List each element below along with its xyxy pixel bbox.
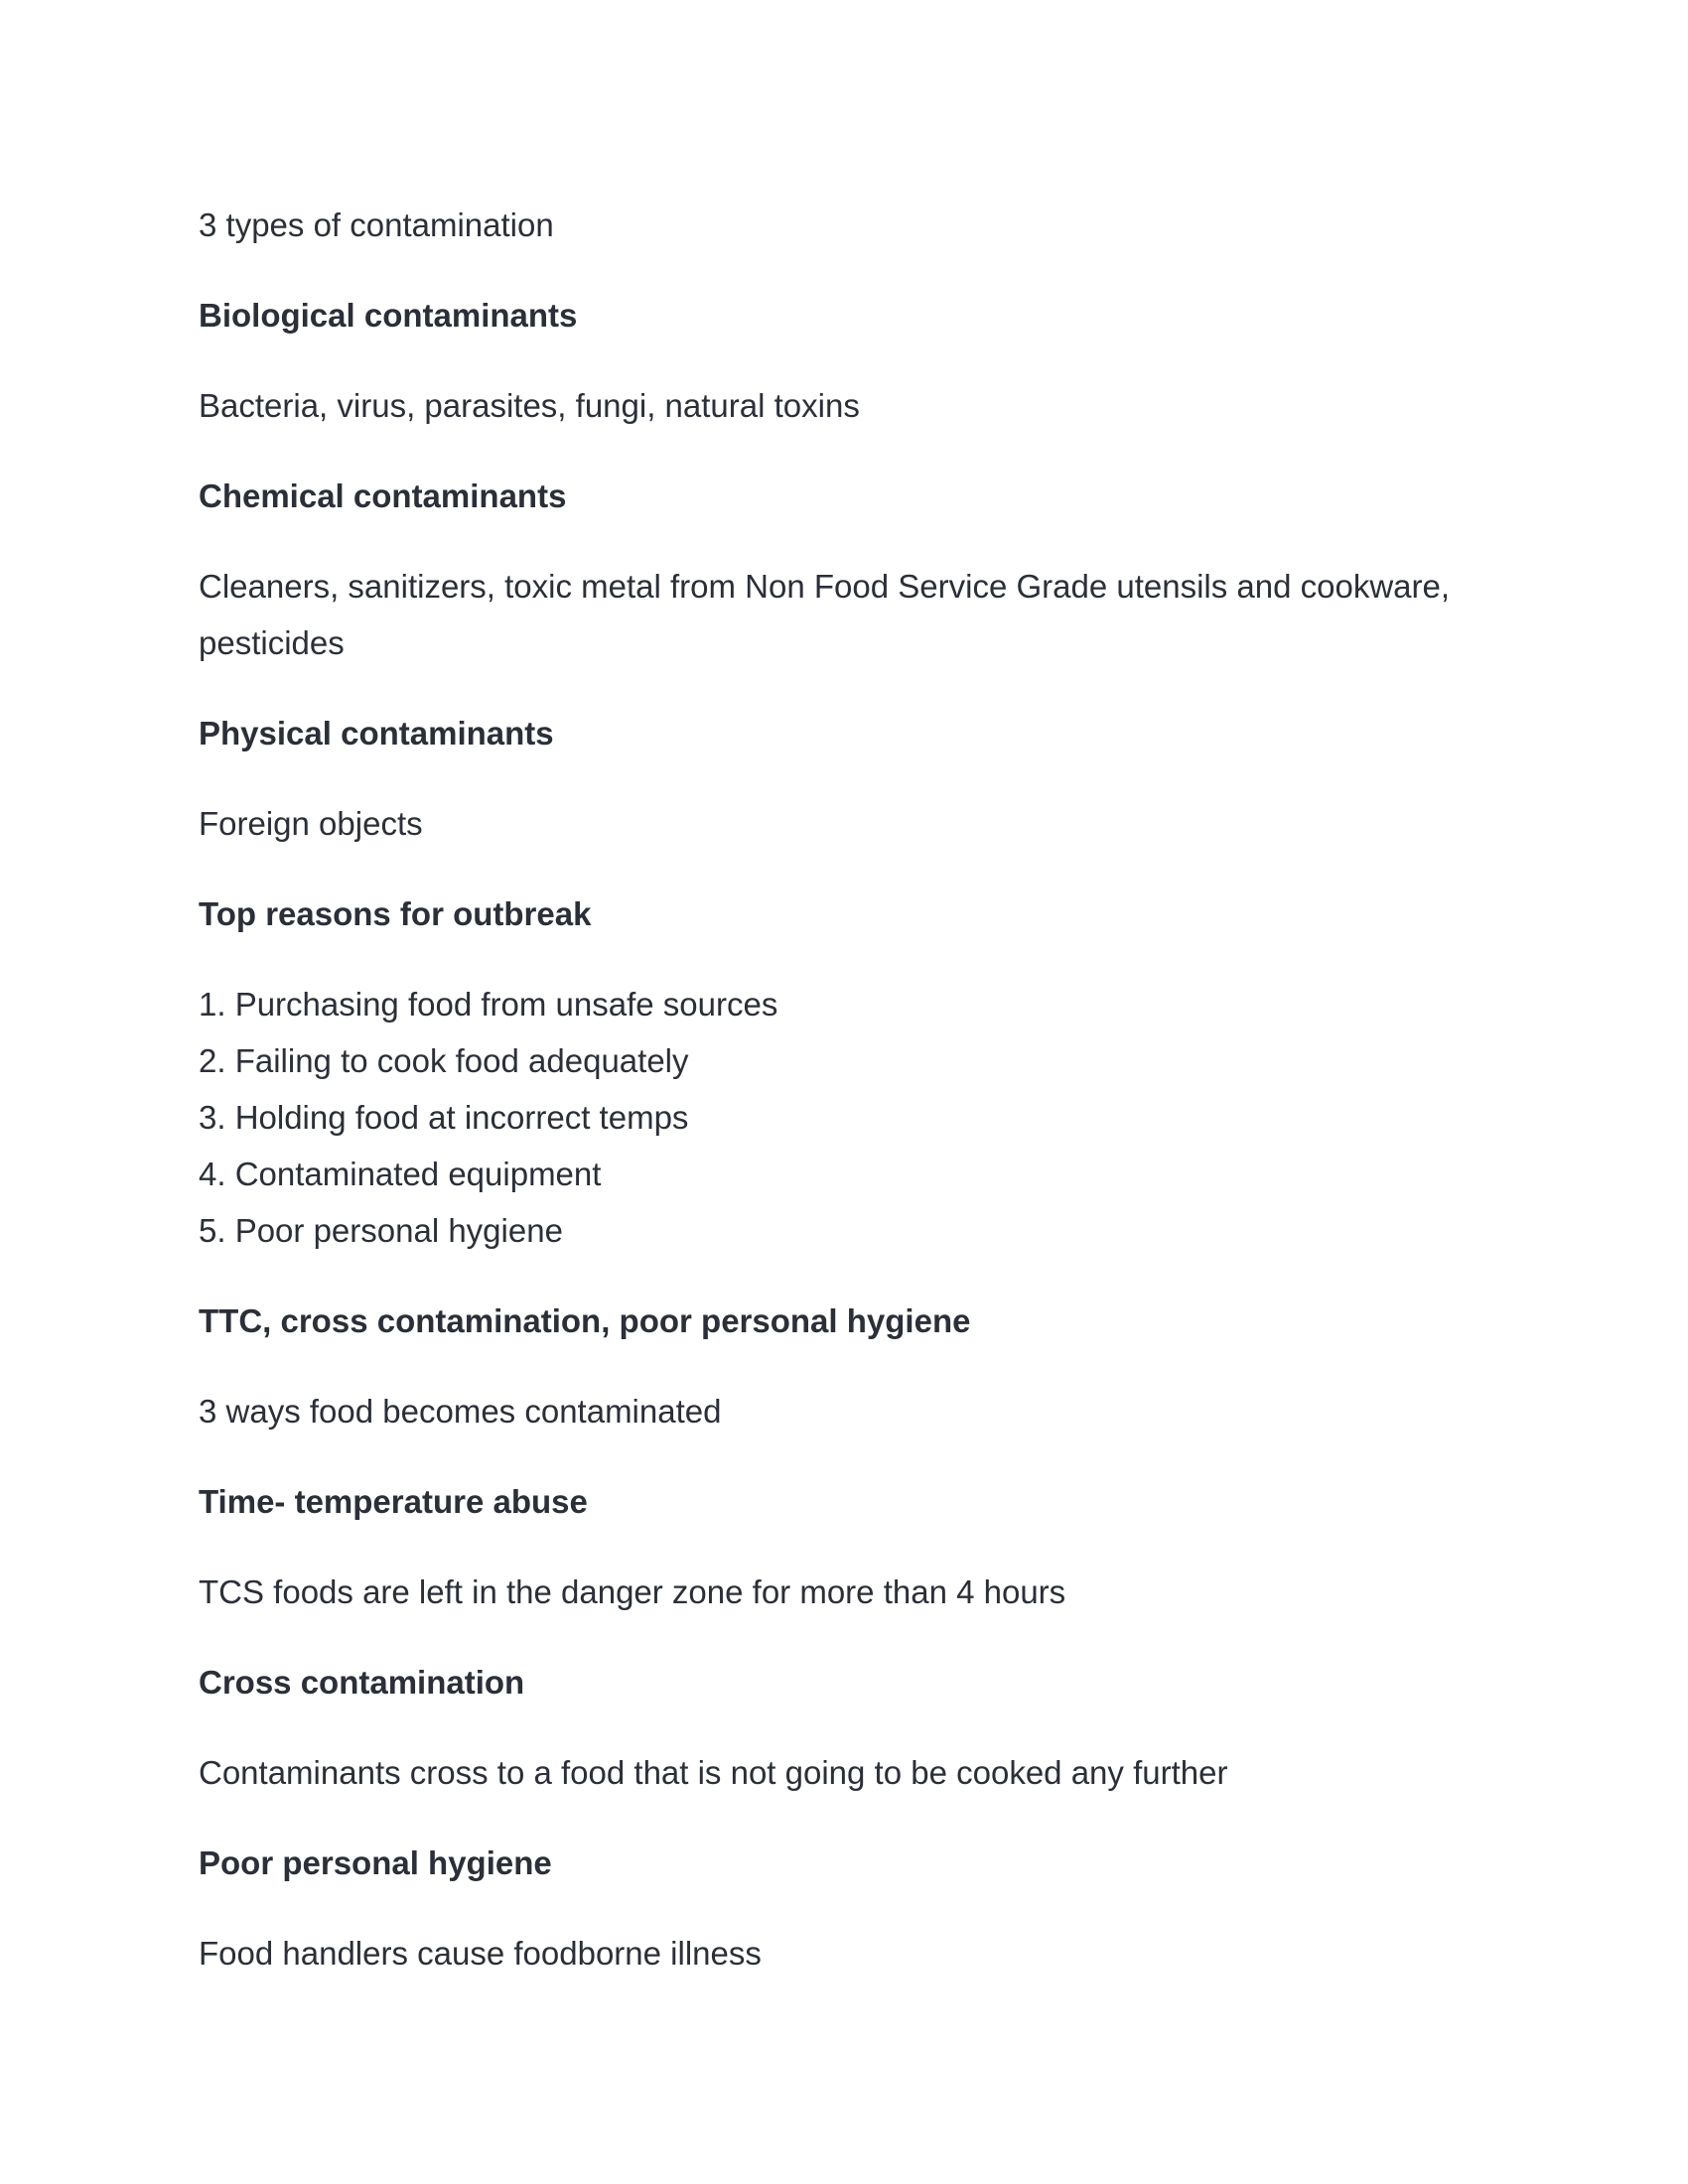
list-item: 5. Poor personal hygiene <box>199 1212 563 1249</box>
chemical-description: Cleaners, sanitizers, toxic metal from Non Food Service Grade utensils and cookware, pesticides <box>199 568 1451 661</box>
heading-poor-hygiene: Poor personal hygiene <box>199 1844 552 1881</box>
heading-cross-contamination: Cross contamination <box>199 1664 525 1701</box>
intro-text: 3 types of contamination <box>199 206 554 243</box>
list-item: 1. Purchasing food from unsafe sources <box>199 986 778 1023</box>
list-item: 2. Failing to cook food adequately <box>199 1042 689 1079</box>
time-temperature-description: TCS foods are left in the danger zone for more than 4 hours <box>199 1573 1066 1610</box>
document-page <box>199 197 1489 2015</box>
outbreak-reasons-list <box>199 976 1489 1259</box>
list-item: 3. Holding food at incorrect temps <box>199 1099 689 1136</box>
heading-outbreak-reasons: Top reasons for outbreak <box>199 895 592 932</box>
heading-ttc: TTC, cross contamination, poor personal hygiene <box>199 1302 971 1339</box>
ttc-description: 3 ways food becomes contaminated <box>199 1393 722 1430</box>
poor-hygiene-description: Food handlers cause foodborne illness <box>199 1935 762 1972</box>
heading-biological: Biological contaminants <box>199 297 578 334</box>
heading-physical: Physical contaminants <box>199 715 554 751</box>
physical-description: Foreign objects <box>199 805 423 842</box>
cross-contamination-description: Contaminants cross to a food that is not going to be cooked any further <box>199 1754 1228 1791</box>
heading-chemical: Chemical contaminants <box>199 478 567 514</box>
heading-time-temperature-abuse: Time- temperature abuse <box>199 1483 588 1520</box>
list-item: 4. Contaminated equipment <box>199 1156 602 1192</box>
biological-description: Bacteria, virus, parasites, fungi, natural toxins <box>199 387 860 424</box>
